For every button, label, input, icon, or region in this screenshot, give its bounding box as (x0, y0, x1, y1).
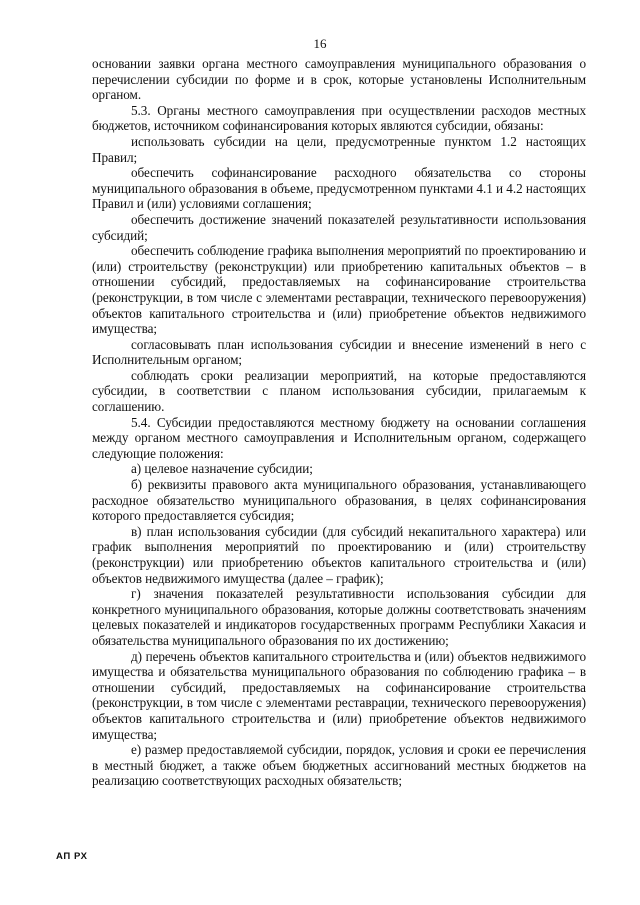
paragraph: согласовывать план использования субсидии и внесение изменений в него с Исполнительным органом; (92, 336, 586, 368)
paragraph: обеспечить достижение значений показателей результативности использования субсидий; (92, 211, 586, 243)
paragraph: 5.3. Органы местного самоуправления при осуществлении расходов местных бюджетов, источником софинансирования которых являются субсидии, обязаны: (92, 102, 586, 134)
paragraph: соблюдать сроки реализации мероприятий, на которые предоставляются субсидии, в соответствии с планом использования субсидии, прилагаемым к соглашению. (92, 367, 586, 415)
paragraph: обеспечить софинансирование расходного обязательства со стороны муниципального образования в объеме, предусмотренном пунктами 4.1 и 4.2 настоящих Правил и (или) условиями соглашения; (92, 165, 586, 212)
page-number: 16 (313, 36, 327, 51)
paragraph: 5.4. Субсидии предоставляются местному бюджету на основании соглашения между органом местного самоуправления и Исполнительным органом, содержащего следующие положения: (92, 414, 586, 461)
paragraph: д) перечень объектов капитального строительства и (или) объектов недвижимого имущества и обязательства муниципального образования по соблюдению графика – в отношении субсидий, предоставляемых на софинансирование строительства (реконструкции, в том числе с элементами реставрации, технического перевооружения) объектов капитального строительства и (или) приобретение объектов недвижимого имущества; (92, 648, 586, 742)
paragraph: б) реквизиты правового акта муниципального образования, устанавливающего расходное обязательство муниципального образования, в целях софинансирования которого предоставляется субсидия; (92, 477, 586, 524)
paragraph: обеспечить соблюдение графика выполнения мероприятий по проектированию и (или) строительству (реконструкции) или приобретению капитальных объектов – в отношении субсидий, предоставляемых на софинансирование строительства (реконструкции, в том числе с элементами реставрации, технического перевооружения) объектов капитального строительства и (или) приобретение объектов недвижимого имущества; (92, 243, 586, 337)
document-body (92, 56, 586, 789)
paragraph: основании заявки органа местного самоуправления муниципального образования о перечислении субсидии по форме и в срок, которые установлены Исполнительным органом. (92, 56, 586, 103)
paragraph: использовать субсидии на цели, предусмотренные пунктом 1.2 настоящих Правил; (92, 133, 586, 165)
paragraph: а) целевое назначение субсидии; (131, 461, 313, 477)
paragraph: г) значения показателей результативности использования субсидии для конкретного муниципального образования, которые должны соответствовать значениям целевых показателей и индикаторов государственных программ Республики Хакасия и обязательства муниципального образования по их достижению; (92, 586, 586, 648)
footer-stamp: АП РХ (56, 851, 88, 862)
paragraph: в) план использования субсидии (для субсидий некапитального характера) или график выполнения мероприятий по проектированию и (или) строительству (реконструкции) или приобретению объектов капитального строительства и (или) объектов недвижимого имущества (далее – график); (92, 523, 586, 586)
paragraph: е) размер предоставляемой субсидии, порядок, условия и сроки ее перечисления в местный бюджет, а также объем бюджетных ассигнований местных бюджетов на реализацию соответствующих расходных обязательств; (92, 742, 586, 789)
